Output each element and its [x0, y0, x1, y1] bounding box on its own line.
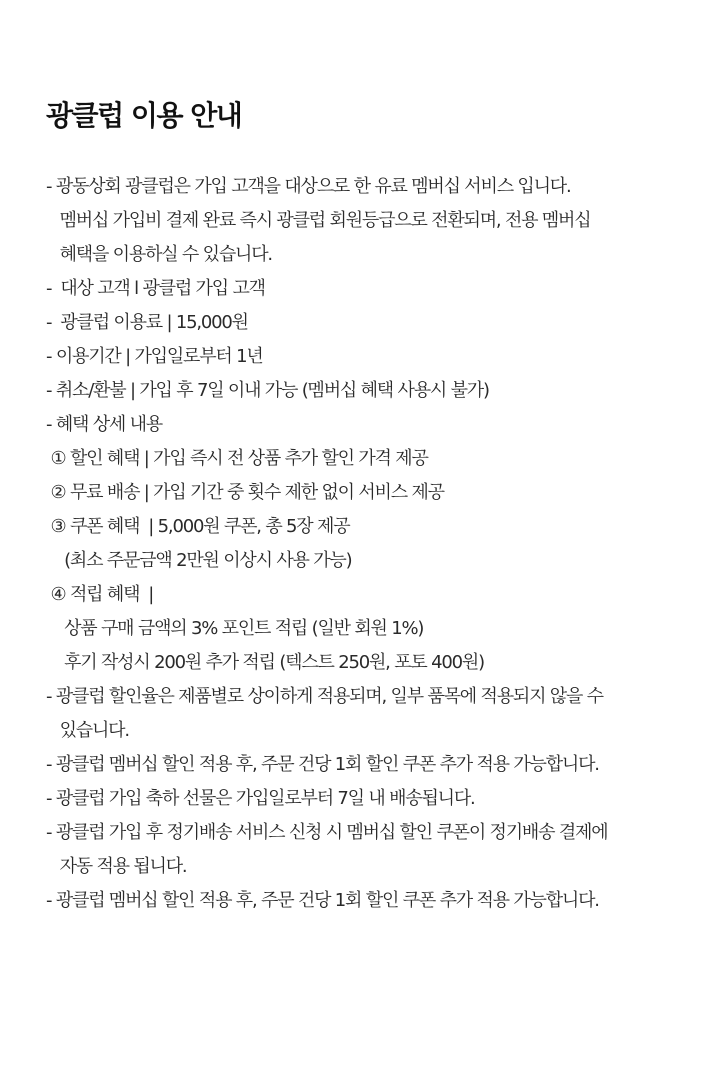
- notice-line: ② 무료 배송 | 가입 기간 중 횟수 제한 없이 서비스 제공: [46, 482, 444, 503]
- notice-line: ③ 쿠폰 혜택 | 5,000원 쿠폰, 총 5장 제공: [46, 516, 350, 537]
- notice-line: - 광클럽 가입 축하 선물은 가입일로부터 7일 내 배송됩니다.: [46, 788, 475, 809]
- notice-line: - 광클럽 가입 후 정기배송 서비스 신청 시 멤버십 할인 쿠폰이 정기배송 결제에: [46, 822, 608, 843]
- notice-line: - 광클럽 할인율은 제품별로 상이하게 적용되며, 일부 품목에 적용되지 않을 수: [46, 686, 603, 707]
- notice-line: - 광클럽 이용료 | 15,000원: [46, 312, 248, 333]
- notice-line: - 대상 고객 l 광클럽 가입 고객: [46, 278, 265, 299]
- notice-line: 혜택을 이용하실 수 있습니다.: [46, 244, 272, 265]
- notice-line: 후기 작성시 200원 추가 적립 (텍스트 250원, 포토 400원): [46, 652, 484, 673]
- page-title: 광클럽 이용 안내: [46, 99, 242, 132]
- notice-line: 멤버십 가입비 결제 완료 즉시 광클럽 회원등급으로 전환되며, 전용 멤버십: [46, 210, 591, 231]
- notice-line: 상품 구매 금액의 3% 포인트 적립 (일반 회원 1%): [46, 618, 424, 639]
- notice-line: - 이용기간 | 가입일로부터 1년: [46, 346, 263, 367]
- notice-line: - 혜택 상세 내용: [46, 414, 162, 435]
- notice-line: 자동 적용 됩니다.: [46, 856, 187, 877]
- notice-line: - 광동상회 광클럽은 가입 고객을 대상으로 한 유료 멤버십 서비스 입니다.: [46, 176, 571, 197]
- notice-line: 있습니다.: [46, 720, 129, 741]
- notice-text-block: [46, 170, 680, 918]
- notice-line: - 광클럽 멤버십 할인 적용 후, 주문 건당 1회 할인 쿠폰 추가 적용 가능합니다.: [46, 754, 599, 775]
- notice-line: - 취소/환불 | 가입 후 7일 이내 가능 (멤버십 혜택 사용시 불가): [46, 380, 489, 401]
- notice-line: ① 할인 혜택 | 가입 즉시 전 상품 추가 할인 가격 제공: [46, 448, 428, 469]
- notice-line: - 광클럽 멤버십 할인 적용 후, 주문 건당 1회 할인 쿠폰 추가 적용 가능합니다.: [46, 890, 599, 911]
- notice-line: (최소 주문금액 2만원 이상시 사용 가능): [46, 550, 352, 571]
- notice-line: ④ 적립 혜택 |: [46, 584, 154, 605]
